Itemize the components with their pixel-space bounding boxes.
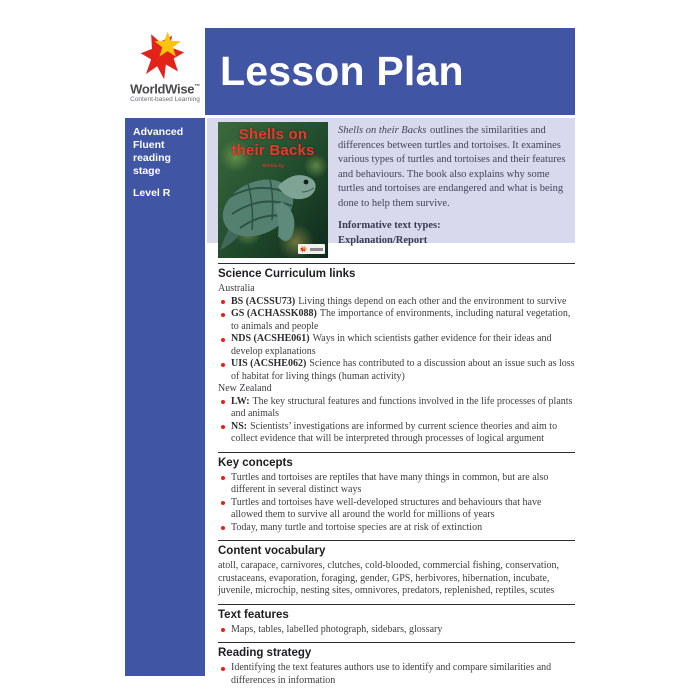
book-title-italic: Shells on their Backs	[338, 125, 427, 136]
book-description	[338, 124, 566, 211]
curriculum-text: Science has contributed to a discussion about an issue such as loss of habitat for living things (human activity)	[231, 358, 575, 382]
header-banner	[205, 28, 575, 115]
book-summary	[338, 124, 566, 248]
bullet-icon	[221, 300, 225, 304]
text-features-list	[218, 624, 575, 637]
curriculum-item	[218, 396, 575, 421]
bullet-icon	[221, 476, 225, 480]
country-label-australia: Australia	[218, 283, 255, 294]
bullet-icon	[221, 313, 225, 317]
text-feature-text: Maps, tables, labelled photograph, sidebars, glossary	[231, 623, 443, 635]
informative-text-types	[338, 218, 566, 248]
key-concept-item	[218, 522, 575, 535]
section-key-concepts	[218, 452, 575, 541]
reading-strategy-item	[218, 662, 575, 687]
cover-title-line2: their Backs	[231, 142, 315, 159]
section-heading: Content vocabulary	[218, 545, 326, 557]
section-reading-strategy	[218, 642, 575, 693]
curriculum-item	[218, 421, 575, 446]
book-description-text: outlines the similarities and differences between turtles and tortoises. It examines various types of turtles and tortoises and their features and behaviours. The book also explains why some turtles and tortoises are endangered and what is being done to help them survive.	[338, 125, 566, 209]
worldwise-logo	[125, 28, 205, 115]
section-heading: Science Curriculum links	[218, 268, 356, 280]
key-concept-item	[218, 497, 575, 522]
curriculum-code: NS:	[231, 420, 248, 432]
book-cover	[218, 122, 328, 258]
curriculum-text: The importance of environments, including natural vegetation, to animals and people	[231, 308, 571, 332]
section-text-features	[218, 604, 575, 643]
cover-title-line1: Shells on	[238, 126, 308, 143]
section-content-vocabulary	[218, 540, 575, 604]
bullet-icon	[221, 338, 225, 342]
curriculum-text: Ways in which scientists gather evidence for their ideas and develop explanations	[231, 333, 552, 357]
bullet-icon	[221, 425, 225, 429]
curriculum-code: LW:	[231, 395, 250, 407]
curriculum-text: The key structural features and functions involved in the life processes of plants and animals	[231, 395, 573, 419]
star-burst-icon	[138, 29, 192, 81]
cover-byline: Written by	[262, 163, 284, 168]
reading-stage-line1: Advanced Fluent	[133, 126, 184, 151]
country-label-new-zealand: New Zealand	[218, 383, 272, 394]
reading-level-label: Level R	[133, 187, 171, 199]
brand-name-text: WorldWise	[130, 81, 195, 97]
publisher-logo	[298, 244, 325, 254]
key-concept-text: Turtles and tortoises are reptiles that have many things in common, but are also different in several distinct ways	[231, 471, 549, 495]
curriculum-list-australia	[218, 296, 575, 384]
section-heading: Key concepts	[218, 456, 293, 469]
bullet-icon	[221, 363, 225, 367]
publisher-star-icon	[300, 245, 308, 253]
section-heading: Text features	[218, 608, 289, 621]
reading-stage-line2: reading stage	[133, 152, 171, 177]
text-types-value: Explanation/Report	[338, 235, 428, 246]
curriculum-item	[218, 308, 575, 333]
brand-name	[125, 81, 205, 95]
reading-stage-label	[133, 126, 200, 178]
bullet-icon	[221, 628, 225, 632]
curriculum-list-new-zealand	[218, 396, 575, 446]
vocabulary-text: atoll, carapace, carnivores, clutches, cold-blooded, commercial fishing, conservation, crustaceans, evaporation, foraging, gender, GPS, herbivores, hibernation, incubate, juvenile, microchip, nesting sites, omnivores, predators, replenished, reptiles, scutes	[218, 560, 559, 596]
reading-stage-sidebar	[125, 118, 205, 676]
curriculum-code: BS (ACSSU73)	[231, 295, 296, 307]
curriculum-text: Living things depend on each other and the environment to survive	[298, 295, 567, 307]
curriculum-code: NDS (ACSHE061)	[231, 333, 310, 344]
bullet-icon	[221, 667, 225, 671]
section-heading: Reading strategy	[218, 647, 312, 659]
curriculum-item	[218, 358, 575, 383]
section-science-curriculum-links	[218, 263, 575, 452]
key-concept-text: Today, many turtle and tortoise species are at risk of extinction	[231, 521, 483, 533]
reading-strategy-list	[218, 662, 575, 687]
text-feature-item	[218, 624, 575, 637]
cover-title	[218, 127, 328, 159]
reading-strategy-text: Identifying the text features authors use to identify and compare similarities and differences in information	[231, 662, 552, 686]
bullet-icon	[221, 400, 225, 404]
curriculum-item	[218, 296, 575, 309]
trademark-symbol: ™	[194, 84, 200, 90]
key-concepts-list	[218, 472, 575, 535]
bullet-icon	[221, 501, 225, 505]
key-concept-item	[218, 472, 575, 497]
brand-tagline: Content-based Learning	[130, 96, 200, 104]
curriculum-text: Scientists’ investigations are informed by current science theories and aim to collect evidence that will be interpreted through processes of logical argument	[231, 420, 558, 444]
curriculum-item	[218, 333, 575, 358]
text-types-label: Informative text types:	[338, 220, 441, 231]
bullet-icon	[221, 526, 225, 530]
publisher-wordmark	[310, 248, 323, 251]
curriculum-code: GS (ACHASSK088)	[231, 308, 317, 319]
curriculum-code: UIS (ACSHE062)	[231, 358, 307, 369]
key-concept-text: Turtles and tortoises have well-developed structures and behaviours that have allowed them to survive all around the world for millions of years	[231, 496, 542, 520]
lesson-plan-sections	[218, 263, 575, 693]
page-title: Lesson Plan	[220, 48, 464, 94]
